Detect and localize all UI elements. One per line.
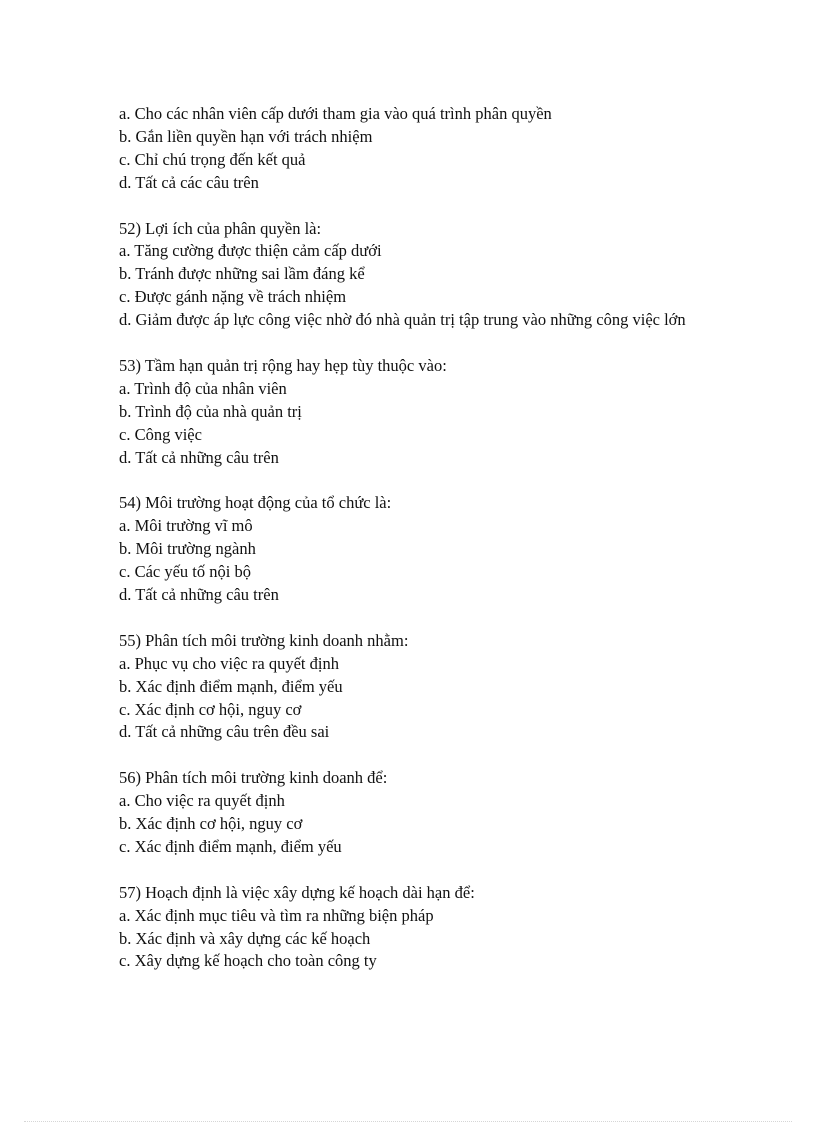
question-56 [119, 767, 719, 859]
answer-option: b. Xác định cơ hội, nguy cơ [119, 814, 303, 834]
answer-option: c. Công việc [119, 424, 202, 444]
answer-option: a. Trình độ của nhân viên [119, 378, 287, 398]
answer-option: a. Phục vụ cho việc ra quyết định [119, 653, 339, 673]
question-title: 53) Tầm hạn quản trị rộng hay hẹp tùy thuộc vào: [119, 355, 447, 375]
answer-option: a. Xác định mục tiêu và tìm ra những biện pháp [119, 905, 434, 925]
answer-option: c. Được gánh nặng về trách nhiệm [119, 287, 347, 307]
question-54 [119, 492, 719, 607]
answer-option: b. Xác định điểm mạnh, điểm yếu [119, 676, 343, 696]
question-57 [119, 882, 719, 974]
question-55 [119, 630, 719, 745]
question-title: 52) Lợi ích của phân quyền là: [119, 218, 322, 238]
answer-option: d. Giảm được áp lực công việc nhờ đó nhà quản trị tập trung vào những công việc lớn [119, 310, 686, 330]
answer-option: c. Chỉ chú trọng đến kết quả [119, 149, 306, 169]
answer-option: b. Môi trường ngành [119, 539, 256, 559]
answer-option: b. Trình độ của nhà quản trị [119, 401, 302, 421]
answer-option: d. Tất cả các câu trên [119, 172, 259, 192]
question-53 [119, 355, 719, 470]
question-title: 57) Hoạch định là việc xây dựng kế hoạch dài hạn để: [119, 882, 475, 902]
answer-option: a. Tăng cường được thiện cảm cấp dưới [119, 241, 382, 261]
answer-option: a. Môi trường vĩ mô [119, 516, 253, 536]
answer-option: d. Tất cả những câu trên [119, 447, 279, 467]
question-52 [119, 218, 719, 333]
answer-option: a. Cho việc ra quyết định [119, 791, 285, 811]
answer-option: c. Xác định điểm mạnh, điểm yếu [119, 836, 342, 856]
question-title: 55) Phân tích môi trường kinh doanh nhằm: [119, 630, 409, 650]
answer-option: d. Tất cả những câu trên đều sai [119, 722, 330, 742]
answer-option: b. Gắn liền quyền hạn với trách nhiệm [119, 126, 373, 146]
answer-option: c. Các yếu tố nội bộ [119, 562, 251, 582]
document-page [119, 103, 719, 973]
answer-option: c. Xác định cơ hội, nguy cơ [119, 699, 302, 719]
answer-option: a. Cho các nhân viên cấp dưới tham gia vào quá trình phân quyền [119, 104, 552, 123]
answer-option: c. Xây dựng kế hoạch cho toàn công ty [119, 951, 377, 971]
answer-option: d. Tất cả những câu trên [119, 584, 279, 604]
answer-option: b. Xác định và xây dựng các kế hoạch [119, 928, 371, 948]
question-title: 56) Phân tích môi trường kinh doanh để: [119, 768, 388, 788]
question-title: 54) Môi trường hoạt động của tổ chức là: [119, 493, 392, 513]
question-51-continued [119, 103, 719, 195]
page-bottom-divider [24, 1121, 792, 1122]
answer-option: b. Tránh được những sai lầm đáng kể [119, 264, 365, 284]
